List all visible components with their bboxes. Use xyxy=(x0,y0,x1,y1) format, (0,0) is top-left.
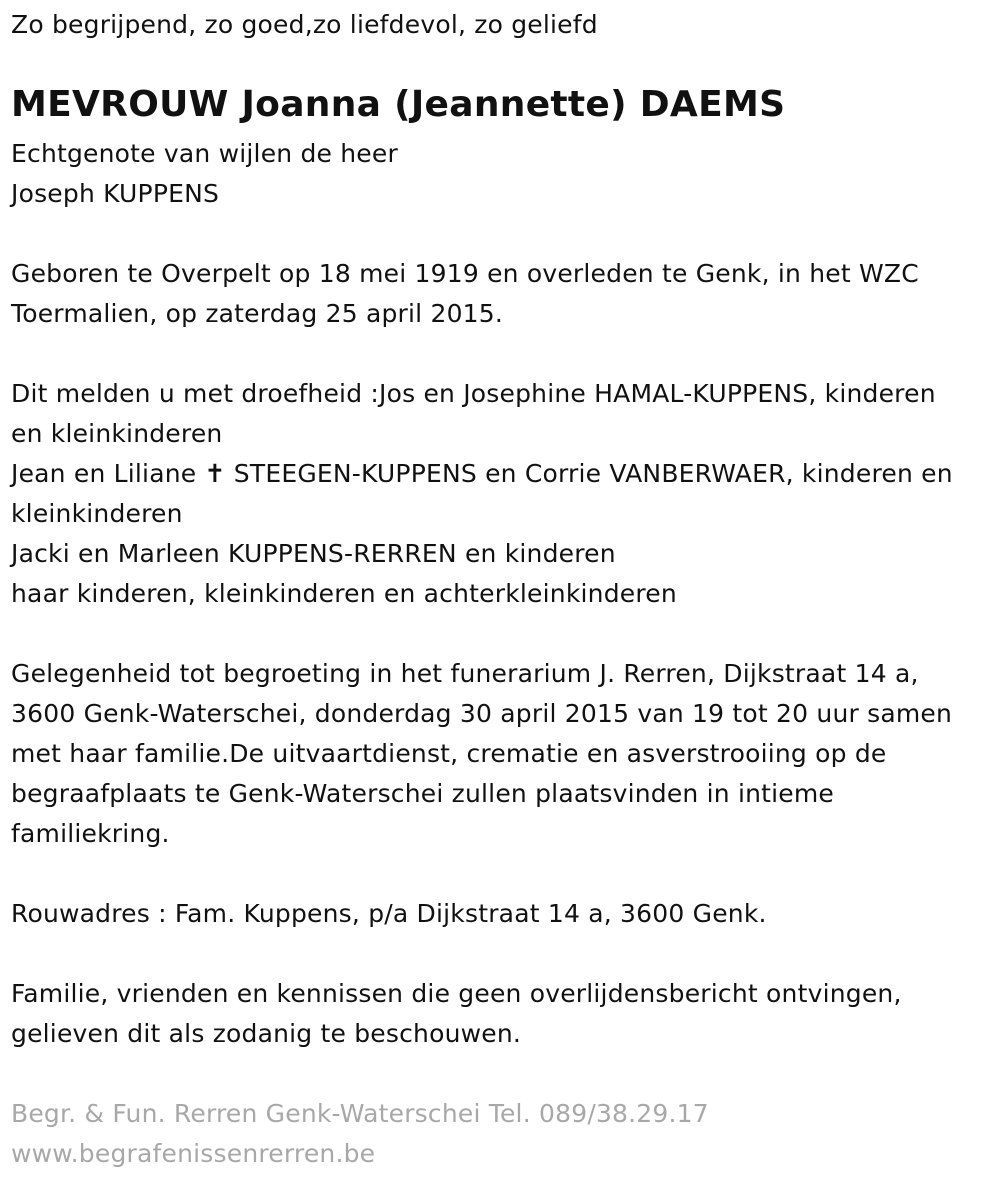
family-line-3: Jean en Liliane ✝ STEEGEN-KUPPENS en Corrie VANBERWAER, kinderen en xyxy=(11,459,953,488)
notice-line-2: gelieven dit als zodanig te beschouwen. xyxy=(11,1019,522,1048)
birth-death-line-1: Geboren te Overpelt op 18 mei 1919 en overleden te Genk, in het WZC xyxy=(11,259,919,288)
mourning-address-line: Rouwadres : Fam. Kuppens, p/a Dijkstraat 14 a, 3600 Genk. xyxy=(11,899,767,928)
family-line-1: Dit melden u met droefheid :Jos en Josephine HAMAL-KUPPENS, kinderen xyxy=(11,379,936,408)
visitation-line-1: Gelegenheid tot begroeting in het funerarium J. Rerren, Dijkstraat 14 a, xyxy=(11,659,919,688)
visitation-line-2: 3600 Genk-Waterschei, donderdag 30 april 2015 van 19 tot 20 uur samen xyxy=(11,699,953,728)
family-line-6: haar kinderen, kleinkinderen en achterkleinkinderen xyxy=(11,579,677,608)
birth-death-line-2: Toermalien, op zaterdag 25 april 2015. xyxy=(11,299,504,328)
deceased-name-title: MEVROUW Joanna (Jeannette) DAEMS xyxy=(11,84,786,125)
footer-website-link[interactable]: www.begrafenissenrerren.be xyxy=(11,1139,376,1168)
family-line-2: en kleinkinderen xyxy=(11,419,223,448)
motto-line: Zo begrijpend, zo goed,zo liefdevol, zo geliefd xyxy=(11,10,598,39)
family-line-5: Jacki en Marleen KUPPENS-RERREN en kinderen xyxy=(11,539,616,568)
footer-contact-line: Begr. & Fun. Rerren Genk-Waterschei Tel. 089/38.29.17 xyxy=(11,1099,709,1128)
spouse-line-2: Joseph KUPPENS xyxy=(11,179,220,208)
notice-line-1: Familie, vrienden en kennissen die geen overlijdensbericht ontvingen, xyxy=(11,979,902,1008)
visitation-line-3: met haar familie.De uitvaartdienst, crematie en asverstrooiing op de xyxy=(11,739,887,768)
spouse-line-1: Echtgenote van wijlen de heer xyxy=(11,139,398,168)
visitation-line-4: begraafplaats te Genk-Waterschei zullen plaatsvinden in intieme xyxy=(11,779,835,808)
family-line-4: kleinkinderen xyxy=(11,499,183,528)
visitation-line-5: familiekring. xyxy=(11,819,170,848)
